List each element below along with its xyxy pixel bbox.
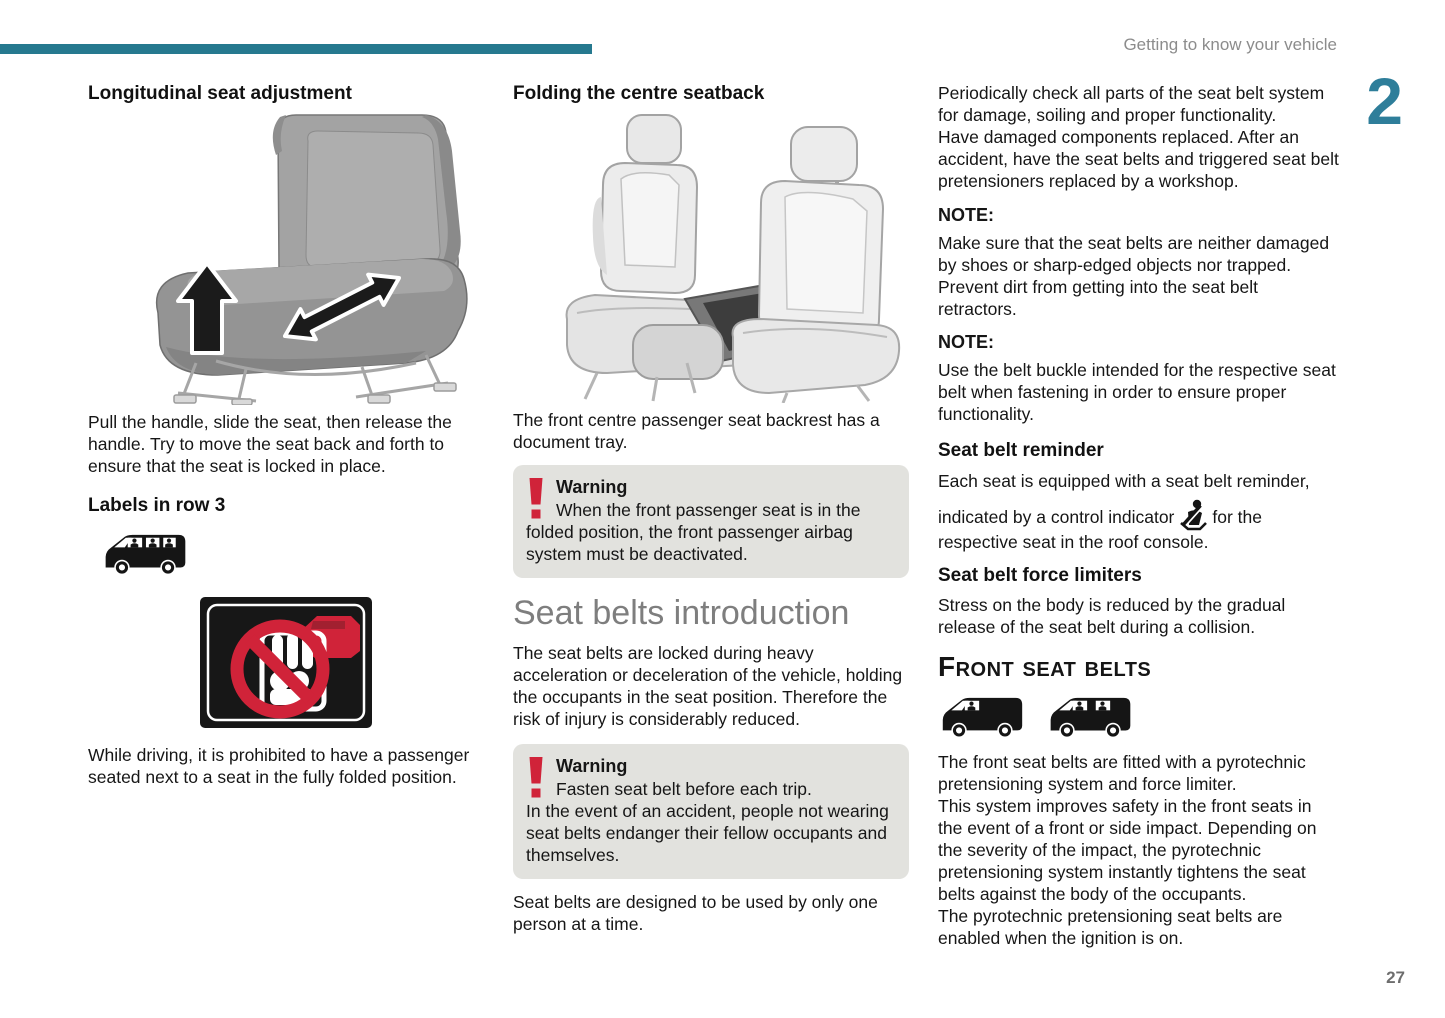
no-passenger-next-to-folded-seat-sign [200, 597, 372, 728]
paragraph-one-person: Seat belts are designed to be used by only one person at a time. [513, 892, 878, 934]
front-belts-line2: This system improves safety in the front seats in the event of a front or side impact. Depending on the severity of the impact, the pyrotechnic pretensioning system instantly tightens the seat belts against the body of the occupants. [938, 796, 1317, 904]
reminder-line2-before-icon: indicated by a control indicator [938, 507, 1175, 527]
front-belts-line3: The pyrotechnic pretensioning seat belts are enabled when the ignition is on. [938, 906, 1283, 948]
reminder-line1: Each seat is equipped with a seat belt reminder, [938, 471, 1310, 491]
front-belts-line1: The front seat belts are fitted with a pyrotechnic pretensioning system and force limiter. [938, 752, 1306, 794]
paragraph-document-tray: The front centre passenger seat backrest has a document tray. [513, 410, 880, 452]
warning-box-fasten-belt [513, 744, 909, 879]
paragraph-damaged-components: Have damaged components replaced. After an accident, have the seat belts and triggered seat belt pretensioners replaced by a workshop. [938, 127, 1339, 191]
heading-seat-belts-introduction: Seat belts introduction [513, 594, 850, 632]
chapter-number: 2 [1366, 64, 1403, 138]
panel-van-silhouette-icon [938, 694, 1026, 742]
heading-labels-row3: Labels in row 3 [88, 495, 226, 516]
note-label: NOTE: [938, 332, 994, 352]
heading-front-seat-belts: Front seat belts [938, 651, 1152, 682]
paragraph-periodic-check: Periodically check all parts of the seat belt system for damage, soiling and proper functionality. [938, 83, 1325, 125]
heading-folding-centre-seatback: Folding the centre seatback [513, 83, 765, 104]
paragraph-reminder [938, 470, 1340, 553]
note-text-retractors: Make sure that the seat belts are neither damaged by shoes or sharp-edged objects nor trapped. Prevent dirt from getting into the seat belt retractors. [938, 233, 1330, 319]
reminder-line2 [938, 499, 1340, 553]
heading-longitudinal-seat-adjustment: Longitudinal seat adjustment [88, 83, 352, 104]
vehicle-variant-icons [938, 694, 1340, 742]
warning-text: When the front passenger seat is in the folded position, the front passenger airbag system must be deactivated. [526, 500, 861, 564]
warning-title: Warning [556, 477, 628, 497]
seat-belt-reminder-indicator-icon [1179, 499, 1207, 531]
warning-text-line1: Fasten seat belt before each trip. [556, 779, 812, 799]
paragraph-seat-slide: Pull the handle, slide the seat, then release the handle. Try to move the seat back and forth to ensure that the seat is locked in place. [88, 412, 452, 476]
van-side-silhouette-icon [100, 531, 190, 579]
warning-title: Warning [556, 756, 628, 776]
accent-divider-bar [0, 44, 592, 54]
seat-adjustment-illustration [126, 111, 498, 405]
warning-box-airbag [513, 465, 909, 578]
column-right [938, 82, 1340, 949]
paragraph-seat-belts-locked: The seat belts are locked during heavy acceleration or deceleration of the vehicle, holding the occupants in the seat position. Therefore the risk of injury is considerably reduced. [513, 643, 903, 729]
section-breadcrumb: Getting to know your vehicle [1123, 35, 1337, 54]
paragraph-front-seat-belts [938, 751, 1340, 949]
note-text-buckle: Use the belt buckle intended for the respective seat belt when fastening in order to ensure proper functionality. [938, 360, 1336, 424]
column-middle [513, 82, 909, 935]
heading-seat-belt-reminder: Seat belt reminder [938, 440, 1104, 461]
warning-text-line2: In the event of an accident, people not wearing seat belts endanger their fellow occupants and themselves. [526, 801, 889, 865]
column-left [88, 82, 500, 788]
page-number: 27 [1386, 968, 1405, 987]
warning-exclamation-icon [528, 478, 544, 519]
paragraph-force-limiters: Stress on the body is reduced by the gradual release of the seat belt during a collision. [938, 595, 1286, 637]
folded-centre-seatback-illustration [537, 107, 913, 403]
heading-force-limiters: Seat belt force limiters [938, 565, 1142, 586]
reminder-line2-after-icon: for the respective seat in the roof console. [938, 507, 1263, 552]
paragraph-row3-prohibition: While driving, it is prohibited to have a passenger seated next to a seat in the fully folded position. [88, 745, 470, 787]
van-with-rear-passenger-icon [1044, 694, 1136, 742]
note-label: NOTE: [938, 205, 994, 225]
warning-exclamation-icon [528, 757, 544, 798]
